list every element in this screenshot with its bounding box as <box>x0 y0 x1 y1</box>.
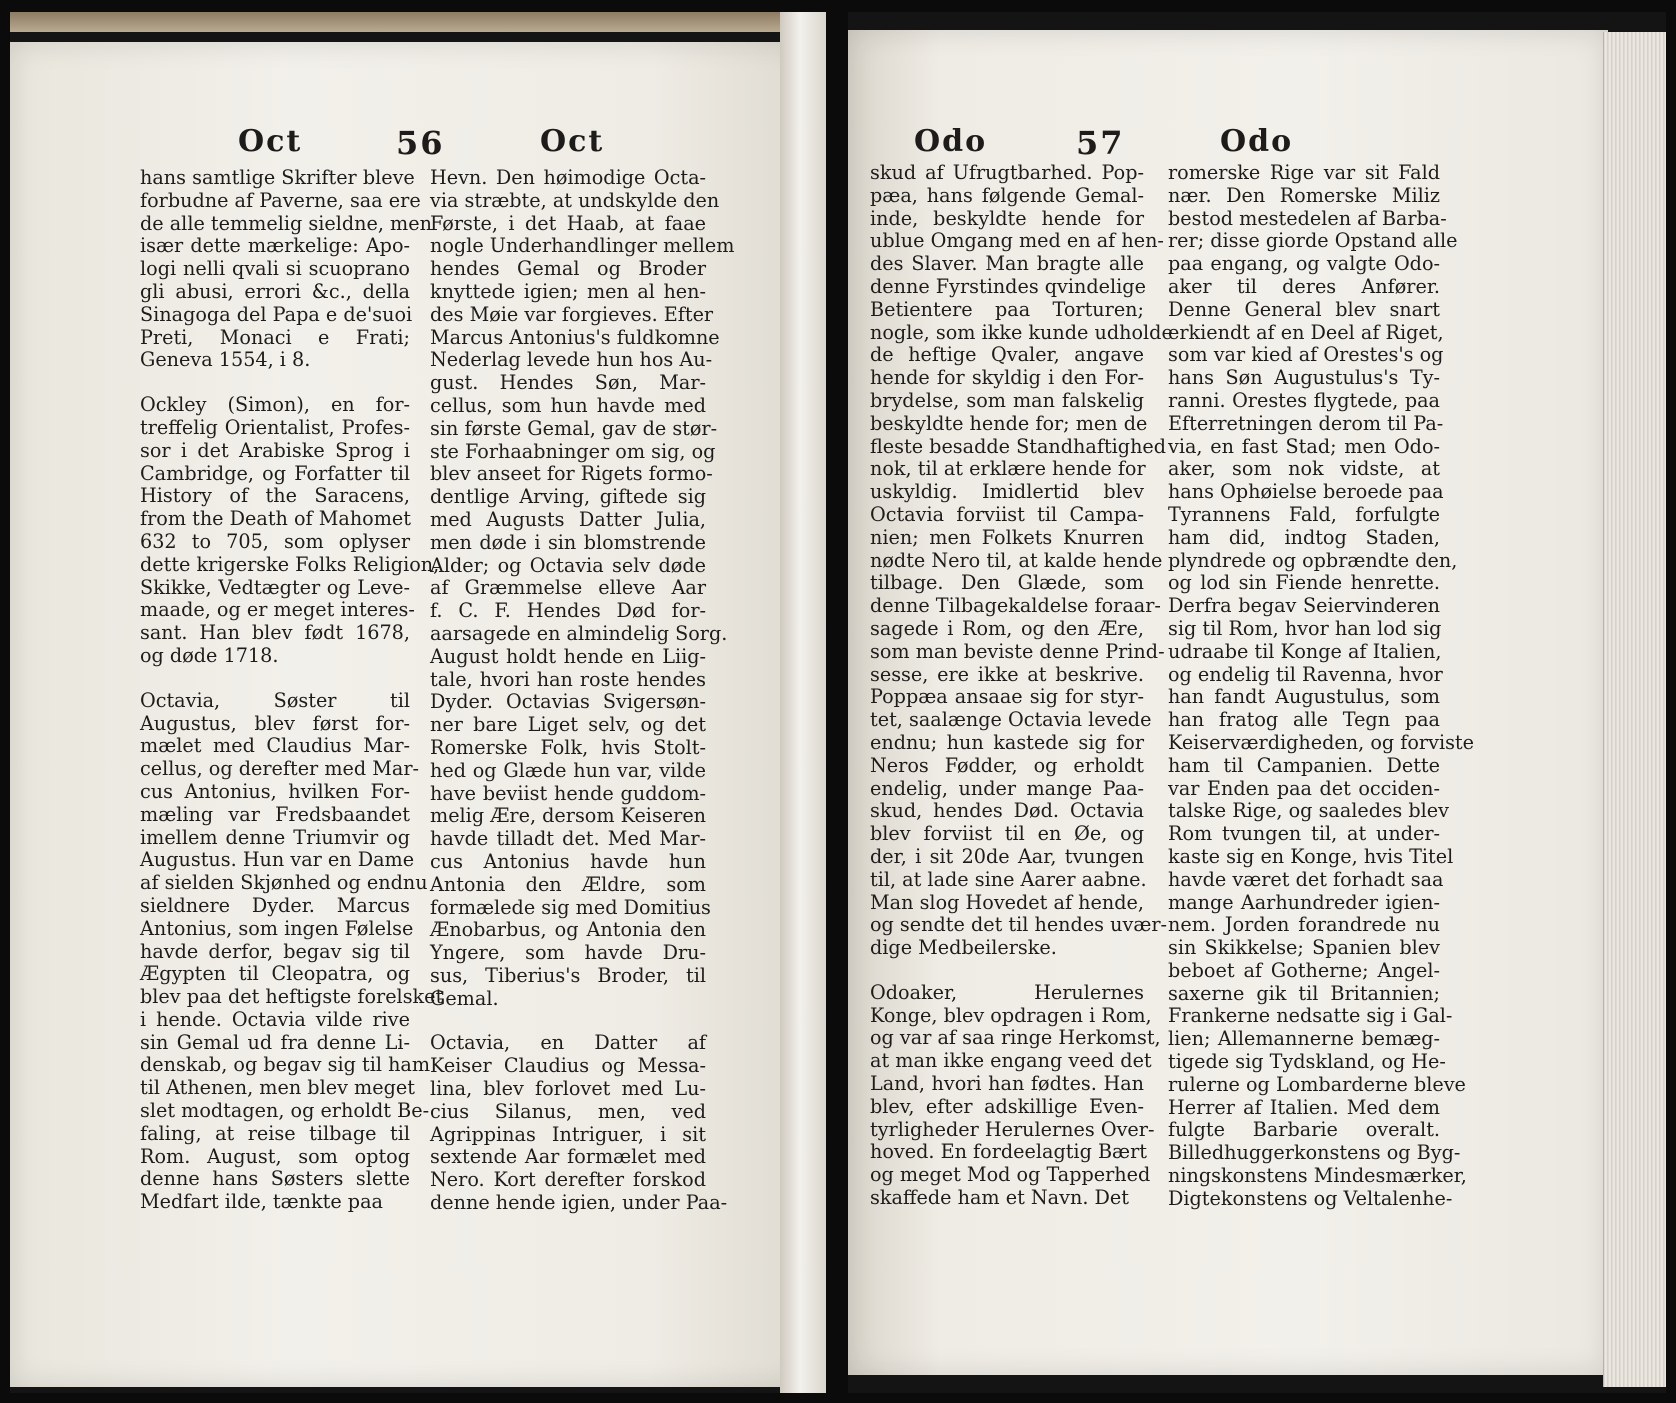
text-line: romerske Rige var sit Fald <box>1168 161 1440 184</box>
text-line: mæling var Fredsbaandet <box>140 802 410 826</box>
text-line: Marcus Antonius's fuldkomne <box>430 325 720 349</box>
text-line: Denne General blev snart <box>1168 297 1440 321</box>
paragraph-gap <box>140 668 410 690</box>
text-line: i hende. Octavia vilde rive <box>140 1007 410 1031</box>
text-line: denne Fyrstindes qvindelige <box>870 274 1146 298</box>
text-line: blev forviist til en Øe, og <box>870 822 1144 846</box>
text-line: med Augusts Datter Julia, <box>430 507 706 531</box>
left-page-column-2 <box>430 166 735 1215</box>
text-line: mælet med Claudius Mar- <box>140 734 410 758</box>
left-running-header <box>10 124 810 170</box>
text-line: erkiendt af en Deel af Riget, <box>1168 320 1444 344</box>
text-line: Cambridge, og Forfatter til <box>140 461 410 485</box>
left-head-right: Oct <box>540 124 605 159</box>
text-line: de alle temmelig sieldne, men <box>140 211 432 235</box>
text-line: slet modtagen, og erholdt Be- <box>140 1099 430 1123</box>
text-line: hendes Gemal og Broder <box>430 257 706 281</box>
text-line: des Slaver. Man bragte alle <box>870 252 1144 276</box>
text-line: Land, hvori han fødtes. Han <box>870 1072 1144 1096</box>
text-line: denskab, og begav sig til ham <box>140 1053 431 1077</box>
text-line: sant. Han blev født 1678, <box>140 621 410 645</box>
text-line: Nero. Kort derefter forskod <box>430 1168 706 1192</box>
text-line: som man beviste denne Prind- <box>870 639 1165 663</box>
text-line: havde tilladt det. Med Mar- <box>430 827 706 851</box>
text-line: talske Rige, og saaledes blev <box>1168 799 1449 823</box>
text-line: 632 to 705, som oplyser <box>140 529 410 553</box>
text-line: af sielden Skjønhed og endnu <box>140 871 428 895</box>
text-line: cellus, og derefter med Mar- <box>140 757 419 781</box>
text-line: nogle, som ikke kunde udholde <box>870 320 1173 344</box>
text-line: logi nelli qvali si scuoprano <box>140 257 410 281</box>
gutter-fold <box>780 12 826 1393</box>
text-line: Skikke, Vedtægter og Leve- <box>140 575 410 599</box>
text-line: inde, beskyldte hende for <box>870 206 1144 230</box>
text-line: ner bare Liget selv, og det <box>430 713 706 737</box>
text-line: som var kied af Orestes's og <box>1168 343 1444 367</box>
text-line: lina, blev forlovet med Lu- <box>430 1077 706 1101</box>
book-page-edges <box>1603 32 1666 1387</box>
text-line: Romerske Folk, hvis Stolt- <box>430 735 706 759</box>
text-line: og endelig til Ravenna, hvor <box>1168 662 1443 686</box>
text-line: denne Tilbagekaldelse foraar- <box>870 594 1161 618</box>
text-line: Ænobarbus, og Antonia den <box>430 918 706 942</box>
text-line: og lod sin Fiende henrette. <box>1168 571 1440 595</box>
paragraph-gap <box>430 1010 706 1032</box>
text-line: uskyldig. Imidlertid blev <box>870 480 1144 504</box>
text-line: cius Silanus, men, ved <box>430 1099 706 1123</box>
text-line: cus Antonius, hvilken For- <box>140 779 410 803</box>
text-line: Efterretningen derom til Pa- <box>1168 411 1444 435</box>
text-line: rer; disse giorde Opstand alle <box>1168 229 1458 253</box>
text-line: Dyder. Octavias Svigersøn- <box>430 690 706 714</box>
text-line: nok, til at erklære hende for <box>870 457 1146 481</box>
text-line: aker, som nok vidste, at <box>1168 457 1440 481</box>
text-line: hoved. En fordeelagtig Bært <box>870 1140 1147 1164</box>
text-line: Neros Fødder, og erholdt <box>870 753 1144 777</box>
text-line: aarsagede en almindelig Sorg. <box>430 621 728 645</box>
text-line: saxerne gik til Britannien; <box>1168 981 1440 1005</box>
left-page-column-1 <box>140 166 444 1214</box>
right-page-photo <box>848 12 1666 1393</box>
text-line: Ægypten til Cleopatra, og <box>140 962 410 986</box>
text-line: sor i det Arabiske Sprog i <box>140 438 410 462</box>
text-line: paa engang, og valgte Odo- <box>1168 252 1440 276</box>
text-line: fulgte Barbarie overalt. <box>1168 1118 1440 1142</box>
text-line: ningskonstens Mindesmærker, <box>1168 1164 1467 1188</box>
text-line: sin Gemal ud fra denne Li- <box>140 1030 410 1054</box>
text-line: især dette mærkelige: Apo- <box>140 234 410 258</box>
text-line: rulerne og Lombarderne bleve <box>1168 1072 1466 1096</box>
text-line: Tyrannens Fald, forfulgte <box>1168 502 1440 526</box>
text-line: denne hende igien, under Paa- <box>430 1191 728 1215</box>
text-line: dige Medbeilerske. <box>870 936 1057 960</box>
text-line: og sendte det til hendes uvær- <box>870 913 1168 937</box>
text-line: endnu; hun kastede sig for <box>870 730 1144 754</box>
text-line: mange Aarhundreder igien- <box>1168 890 1440 914</box>
text-line: Medfart ilde, tænkte paa <box>140 1190 383 1214</box>
page-top-edge <box>10 12 826 32</box>
text-line: Konge, blev opdragen i Rom, <box>870 1003 1152 1027</box>
text-line: forbudne af Paverne, saa ere <box>140 188 421 212</box>
text-line: ste Forhaabninger om sig, og <box>430 439 716 463</box>
text-line: f. C. F. Hendes Død for- <box>430 599 706 623</box>
text-line: hans samtlige Skrifter bleve <box>140 166 415 189</box>
right-page-column-1 <box>870 161 1173 1210</box>
text-line: Octavia, en Datter af <box>430 1031 706 1055</box>
text-line: dette krigerske Folks Religion, <box>140 552 440 576</box>
text-line: Rom tvungen til, at under- <box>1168 822 1440 846</box>
text-line: Octavia forviist til Campa- <box>870 502 1144 526</box>
text-line: denne hans Søsters slette <box>140 1167 410 1191</box>
text-line: bestod mestedelen af Barba- <box>1168 206 1447 230</box>
text-line: blev anseet for Rigets formo- <box>430 462 713 486</box>
text-line: from the Death of Mahomet <box>140 507 411 531</box>
text-line: Billedhuggerkonstens og Byg- <box>1168 1141 1461 1165</box>
text-line: blev, efter adskillige Even- <box>870 1094 1144 1118</box>
text-line: sin første Gemal, gav de stør- <box>430 416 718 440</box>
text-line: Agrippinas Intriguer, i sit <box>430 1122 706 1146</box>
text-line: sextende Aar formælet med <box>430 1145 706 1169</box>
text-line: Ockley (Simon), en for- <box>140 393 410 417</box>
text-line: August holdt hende en Liig- <box>430 644 706 668</box>
text-line: udraabe til Konge af Italien, <box>1168 639 1442 663</box>
text-line: faling, at reise tilbage til <box>140 1121 410 1145</box>
text-line: Antonius, som ingen Følelse <box>140 916 414 940</box>
text-line: havde været det forhadt saa <box>1168 867 1444 891</box>
text-line: de heftige Qvaler, angave <box>870 343 1144 367</box>
text-line: der, i sit 20de Aar, tvungen <box>870 844 1144 868</box>
text-line: tet, saalænge Octavia levede <box>870 708 1152 732</box>
text-line: pæa, hans følgende Gemal- <box>870 183 1144 207</box>
text-line: nær. Den Romerske Miliz <box>1168 183 1440 207</box>
right-head-right: Odo <box>1220 124 1294 159</box>
text-line: Man slog Hovedet af hende, <box>870 890 1144 914</box>
right-head-left: Odo <box>914 124 988 159</box>
text-line: tale, hvori han roste hendes <box>430 667 706 691</box>
text-line: ham did, indtog Staden, <box>1168 525 1440 549</box>
text-line: til Athenen, men blev meget <box>140 1076 415 1100</box>
text-line: via, en fast Stad; men Odo- <box>1168 434 1440 458</box>
text-line: at man ikke engang veed det <box>870 1049 1152 1073</box>
text-line: Alder; og Octavia selv døde <box>430 553 706 577</box>
text-line: Antonia den Ældre, som <box>430 872 706 896</box>
text-line: sieldnere Dyder. Marcus <box>140 893 410 917</box>
text-line: Poppæa ansaae sig for styr- <box>870 685 1144 709</box>
text-line: skud af Ufrugtbarhed. Pop- <box>870 161 1144 184</box>
text-line: sus, Tiberius's Broder, til <box>430 963 706 987</box>
text-line: Keiser Claudius og Messa- <box>430 1054 706 1078</box>
text-line: Preti, Monaci e Frati; <box>140 325 410 349</box>
text-line: aker til deres Anfører. <box>1168 274 1440 298</box>
text-line: hans Søn Augustulus's Ty- <box>1168 366 1440 390</box>
text-line: sagede i Rom, og den Ære, <box>870 616 1144 640</box>
text-line: imellem denne Triumvir og <box>140 825 410 849</box>
text-line: tyrligheder Herulernes Over- <box>870 1117 1155 1141</box>
text-line: nien; men Folkets Knurren <box>870 525 1144 549</box>
text-line: han fandt Augustulus, som <box>1168 685 1440 709</box>
text-line: sin Skikkelse; Spanien blev <box>1168 936 1440 960</box>
text-line: Første, i det Haab, at faae <box>430 211 706 235</box>
text-line: melig Ære, dersom Keiseren <box>430 804 707 828</box>
left-page-photo <box>10 12 826 1393</box>
text-line: plyndrede og opbrændte den, <box>1168 548 1458 572</box>
text-line: dentlige Arving, giftede sig <box>430 485 706 509</box>
text-line: Rom. August, som optog <box>140 1144 410 1168</box>
text-line: Octavia, Søster til <box>140 688 410 712</box>
text-line: Yngere, som havde Dru- <box>430 941 706 965</box>
right-page-number: 57 <box>1076 124 1125 162</box>
text-line: Augustus, blev først for- <box>140 711 410 735</box>
text-line: endelig, under mange Paa- <box>870 776 1144 800</box>
right-page-column-2 <box>1168 161 1474 1211</box>
text-line: til, at lade sine Aarer aabne. <box>870 867 1147 891</box>
text-line: nem. Jorden forandrede nu <box>1168 913 1440 937</box>
text-line: cus Antonius havde hun <box>430 849 706 873</box>
text-line: Nederlag levede hun hos Au- <box>430 348 713 372</box>
text-line: skaffede ham et Navn. Det <box>870 1186 1129 1210</box>
text-line: Geneva 1554, i 8. <box>140 348 311 372</box>
text-line: tigede sig Tydskland, og He- <box>1168 1050 1446 1074</box>
text-line: Odoaker, Herulernes <box>870 980 1144 1004</box>
text-line: hed og Glæde hun var, vilde <box>430 758 706 782</box>
text-line: Keiserværdigheden, og forviste <box>1168 730 1474 754</box>
text-line: Digtekonstens og Veltalenhe- <box>1168 1186 1453 1210</box>
text-line: Derfra begav Seiervinderen <box>1168 594 1440 618</box>
text-line: kaste sig en Konge, hvis Titel <box>1168 844 1454 868</box>
text-line: havde derfor, begav sig til <box>140 939 410 963</box>
text-line: tilbage. Den Glæde, som <box>870 571 1144 595</box>
text-line: han fratog alle Tegn paa <box>1168 708 1440 732</box>
text-line: nogle Underhandlinger mellem <box>430 234 735 258</box>
text-line: formælede sig med Domitius <box>430 895 711 919</box>
text-line: Frankerne nedsatte sig i Gal- <box>1168 1004 1453 1028</box>
text-line: Betientere paa Torturen; <box>870 297 1144 321</box>
text-line: Sinagoga del Papa e de'suoi <box>140 302 413 326</box>
text-line: knyttede igien; men al hen- <box>430 279 706 303</box>
text-line: maade, og er meget interes- <box>140 598 415 622</box>
text-line: des Møie var forgieves. Efter <box>430 302 714 326</box>
text-line: treffelig Orientalist, Profes- <box>140 415 410 439</box>
paragraph-gap <box>870 960 1144 982</box>
text-line: brydelse, som man falskelig <box>870 388 1144 412</box>
text-line: Hevn. Den høimodige Octa- <box>430 166 706 189</box>
text-line: ham til Campanien. Dette <box>1168 753 1440 777</box>
paragraph-gap <box>140 372 410 394</box>
text-line: og meget Mod og Tapperhed <box>870 1163 1151 1187</box>
text-line: ublue Omgang med en af hen- <box>870 229 1164 253</box>
text-line: History of the Saracens, <box>140 484 410 508</box>
text-line: nødte Nero til, at kalde hende <box>870 548 1163 572</box>
text-line: var Enden paa det occiden- <box>1168 776 1440 800</box>
text-line: Augustus. Hun var en Dame <box>140 848 415 872</box>
text-line: blev paa det heftigste forelsket <box>140 985 444 1009</box>
text-line: sig til Rom, hvor han lod sig <box>1168 616 1442 640</box>
text-line: hans Ophøielse beroede paa <box>1168 480 1444 504</box>
text-line: via stræbte, at undskylde den <box>430 188 720 212</box>
left-head-left: Oct <box>238 124 303 159</box>
text-line: af Græmmelse elleve Aar <box>430 576 706 600</box>
text-line: men døde i sin blomstrende <box>430 530 706 554</box>
text-line: skud, hendes Død. Octavia <box>870 799 1144 823</box>
text-line: beboet af Gotherne; Angel- <box>1168 958 1440 982</box>
text-line: beskyldte hende for; men de <box>870 411 1148 435</box>
left-page-number: 56 <box>396 124 445 162</box>
text-line: sesse, ere ikke at beskrive. <box>870 662 1144 686</box>
text-line: og var af saa ringe Herkomst, <box>870 1026 1161 1050</box>
text-line: hende for skyldig i den For- <box>870 366 1144 390</box>
text-line: have beviist hende guddom- <box>430 781 706 805</box>
text-line: cellus, som hun havde med <box>430 393 706 417</box>
text-line: lien; Allemannerne bemæg- <box>1168 1027 1440 1051</box>
text-line: Herrer af Italien. Med dem <box>1168 1095 1440 1119</box>
text-line: gli abusi, errori &c., della <box>140 279 410 303</box>
text-line: gust. Hendes Søn, Mar- <box>430 371 706 395</box>
text-line: fleste besadde Standhaftighed <box>870 434 1167 458</box>
text-line: Gemal. <box>430 986 499 1010</box>
text-line: og døde 1718. <box>140 643 279 667</box>
text-line: ranni. Orestes flygtede, paa <box>1168 388 1440 412</box>
